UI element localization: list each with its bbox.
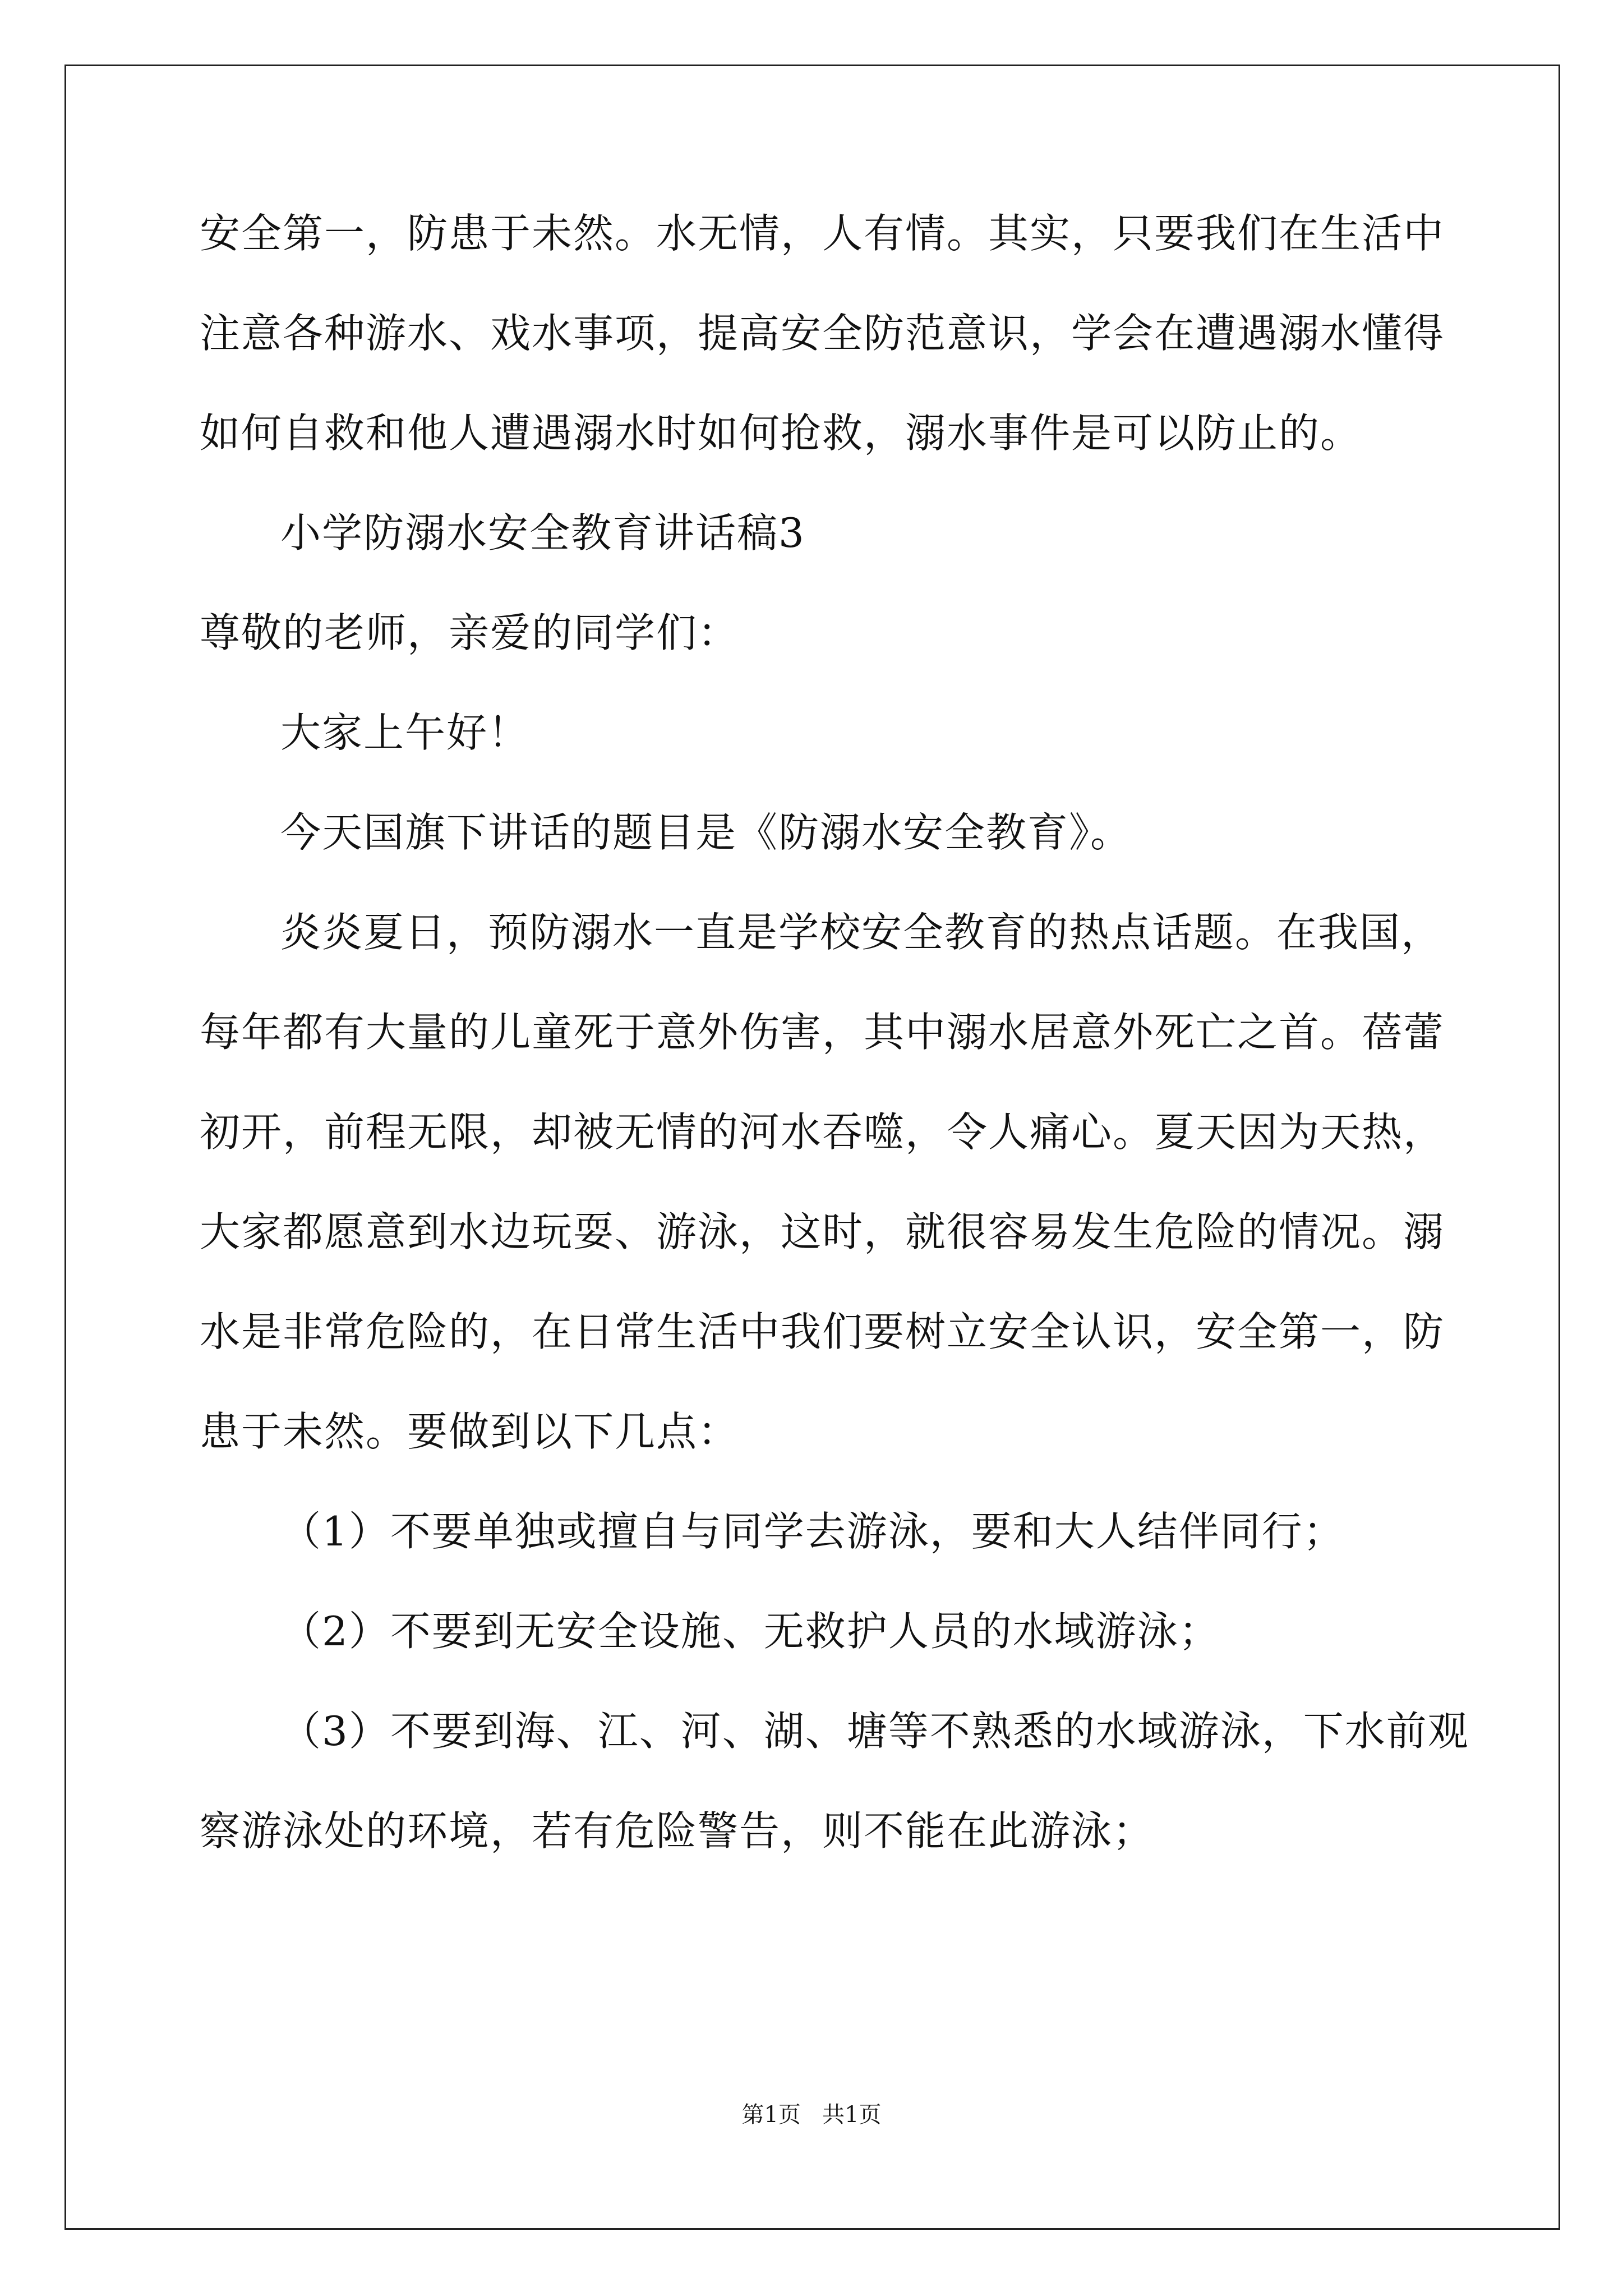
paragraph-line: 注意各种游水、戏水事项，提高安全防范意识，学会在遭遇溺水懂得	[200, 310, 1445, 357]
paragraph-line: 今天国旗下讲话的题目是《防溺水安全教育》。	[280, 809, 1132, 856]
paragraph-line: 水是非常危险的，在日常生活中我们要树立安全认识，安全第一，防	[200, 1308, 1445, 1355]
list-item: （2）不要到无安全设施、无救护人员的水域游泳；	[280, 1608, 1220, 1655]
paragraph-line: 安全第一，防患于未然。水无情，人有情。其实，只要我们在生活中	[200, 210, 1445, 257]
list-item: （1）不要单独或擅自与同学去游泳，要和大人结伴同行；	[280, 1508, 1345, 1555]
paragraph-line: 患于未然。要做到以下几点：	[200, 1408, 740, 1455]
paragraph-line: 每年都有大量的儿童死于意外伤害，其中溺水居意外死亡之首。蓓蕾	[200, 1009, 1445, 1056]
paragraph-line: 大家都愿意到水边玩耍、游泳，这时，就很容易发生危险的情况。溺	[200, 1208, 1445, 1255]
greeting: 大家上午好！	[280, 709, 530, 756]
paragraph-line: 如何自救和他人遭遇溺水时如何抢救，溺水事件是可以防止的。	[200, 409, 1362, 457]
page-footer: 第1页 共1页	[741, 2102, 882, 2128]
list-item-continuation: 察游泳处的环境，若有危险警告，则不能在此游泳；	[200, 1807, 1155, 1855]
paragraph-line: 炎炎夏日，预防溺水一直是学校安全教育的热点话题。在我国，	[280, 909, 1443, 956]
section-heading: 小学防溺水安全教育讲话稿3	[280, 509, 805, 556]
paragraph-line: 初开，前程无限，却被无情的河水吞噬，令人痛心。夏天因为天热，	[200, 1108, 1445, 1156]
list-item: （3）不要到海、江、河、湖、塘等不熟悉的水域游泳，下水前观	[280, 1708, 1469, 1755]
salutation: 尊敬的老师，亲爱的同学们：	[200, 609, 740, 656]
